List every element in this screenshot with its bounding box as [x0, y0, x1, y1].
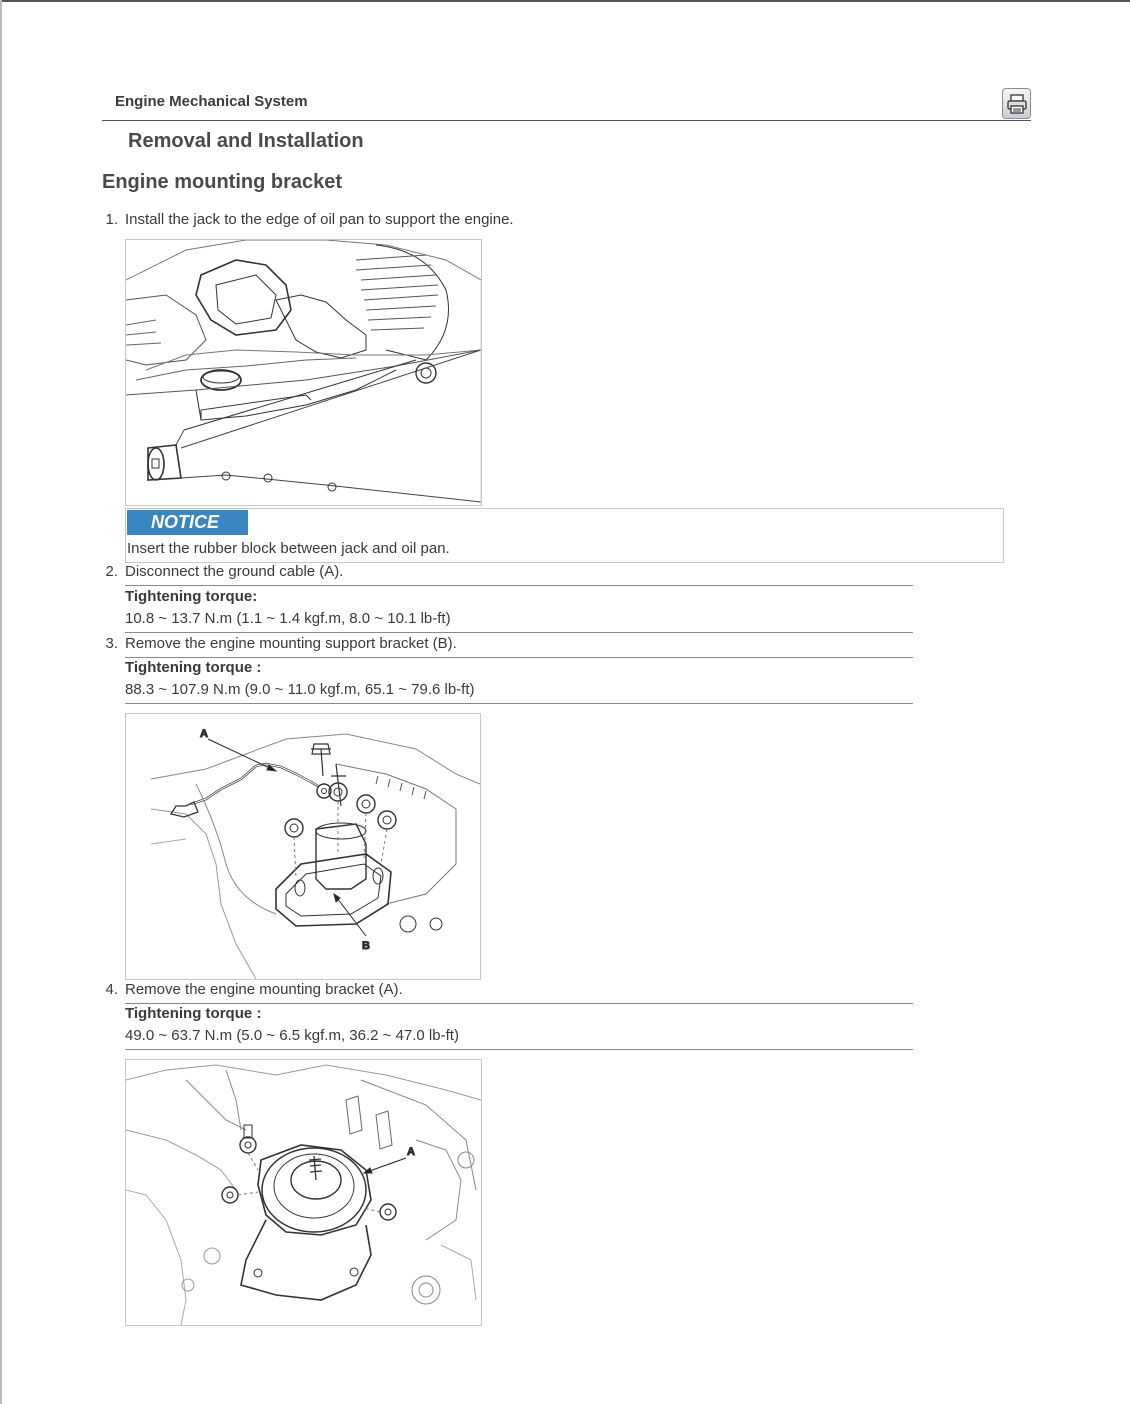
notice-text: Insert the rubber block between jack and oil pan. — [127, 540, 450, 557]
manual-header-title: Engine Mechanical System — [115, 93, 308, 110]
figure-mounting-bracket — [125, 1059, 482, 1326]
torque-value: 10.8 ~ 13.7 N.m (1.1 ~ 1.4 kgf.m, 8.0 ~ 10.1 lb-ft) — [125, 610, 451, 627]
callout-a-label: A — [407, 1146, 415, 1158]
torque-rule-bottom — [125, 1049, 913, 1050]
window-top-border — [0, 0, 1130, 2]
section-title: Removal and Installation — [128, 130, 364, 152]
torque-rule-bottom — [125, 632, 913, 633]
torque-rule-top — [125, 1003, 913, 1004]
step-text: Install the jack to the edge of oil pan to support the engine. — [125, 211, 514, 228]
step-number: 4. — [105, 981, 118, 998]
header-divider — [102, 120, 1031, 121]
step-text: Disconnect the ground cable (A). — [125, 563, 344, 580]
callout-b-label: B — [362, 940, 370, 952]
torque-rule-top — [125, 585, 913, 586]
print-button[interactable] — [1002, 88, 1031, 119]
notice-badge: NOTICE — [127, 510, 248, 535]
figure-support-bracket — [125, 713, 481, 980]
torque-label: Tightening torque : — [125, 659, 262, 676]
step-number: 3. — [105, 635, 118, 652]
callout-a-label: A — [200, 728, 208, 740]
printer-icon — [1006, 93, 1028, 115]
step-number: 2. — [105, 563, 118, 580]
torque-value: 88.3 ~ 107.9 N.m (9.0 ~ 11.0 kgf.m, 65.1 ~ 79.6 lb-ft) — [125, 681, 475, 698]
step-text: Remove the engine mounting bracket (A). — [125, 981, 403, 998]
step-number: 1. — [105, 211, 118, 228]
step-text: Remove the engine mounting support bracket (B). — [125, 635, 457, 652]
notice-box — [125, 508, 1004, 563]
torque-rule-top — [125, 657, 913, 658]
torque-rule-bottom — [125, 703, 913, 704]
torque-label: Tightening torque : — [125, 1005, 262, 1022]
torque-value: 49.0 ~ 63.7 N.m (5.0 ~ 6.5 kgf.m, 36.2 ~ 47.0 lb-ft) — [125, 1027, 459, 1044]
figure-jack-oil-pan — [125, 239, 482, 506]
subsection-title: Engine mounting bracket — [102, 171, 343, 193]
window-left-border — [0, 0, 2, 1404]
torque-label: Tightening torque: — [125, 588, 258, 605]
